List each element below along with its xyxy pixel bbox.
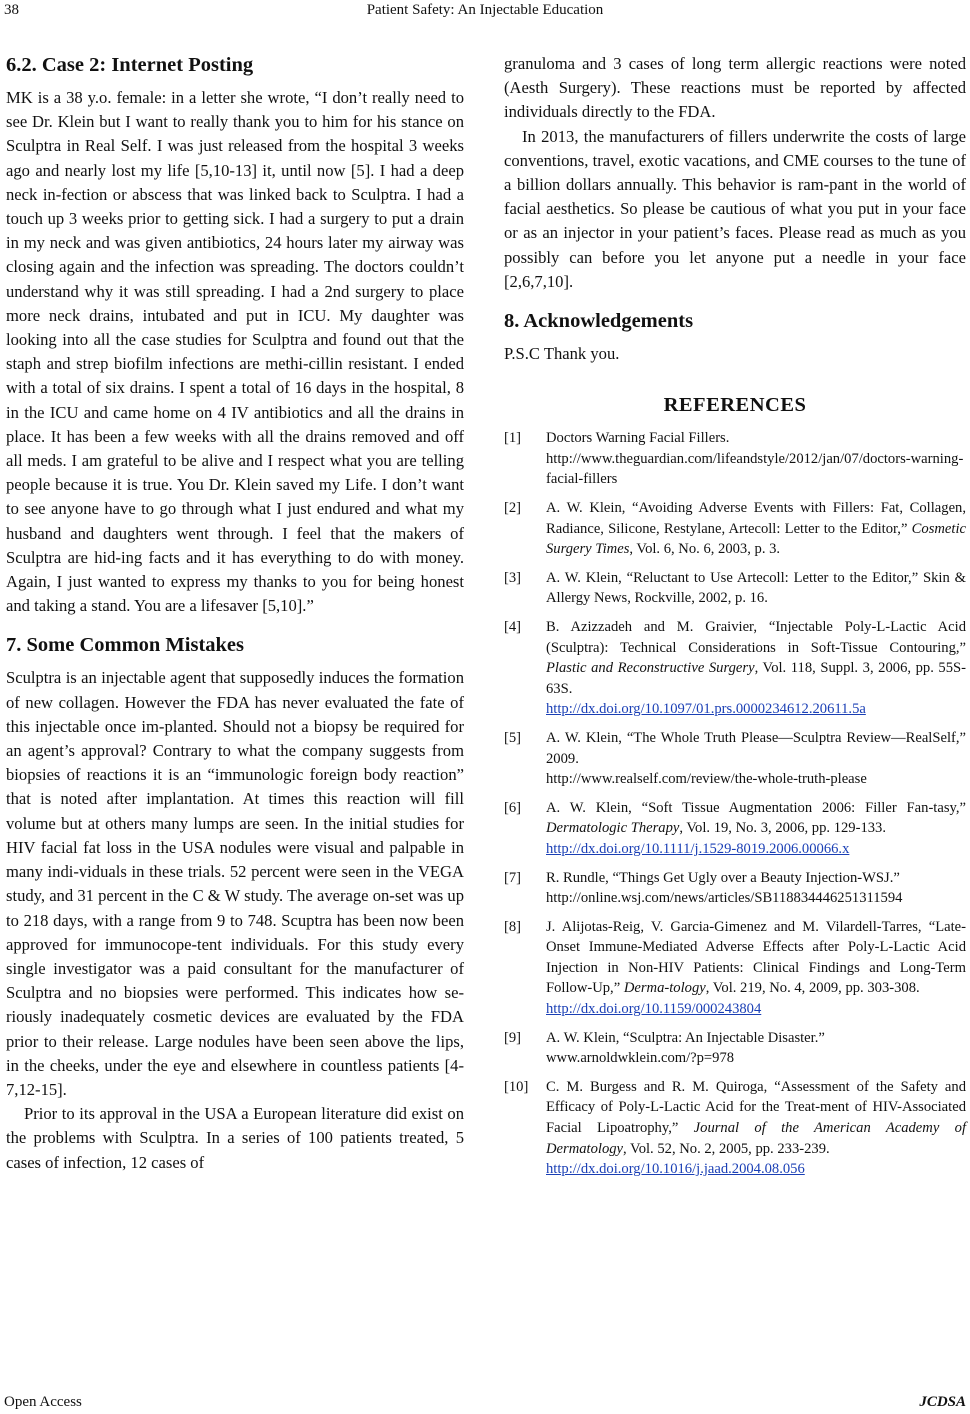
reference-url: www.arnoldwklein.com/?p=978	[546, 1050, 735, 1067]
reference-item	[504, 728, 966, 790]
reference-url: http://www.realself.com/review/the-whole-truth-please	[546, 771, 867, 788]
journal-abbreviation: JCDSA	[919, 1394, 966, 1410]
continuation-paragraph: granuloma and 3 cases of long term allergic reactions were noted (Aesth Surgery). These reactions must be reported by affected individuals directly to the FDA.	[504, 54, 966, 122]
right-column	[504, 52, 966, 1188]
reference-doi-link[interactable]: http://dx.doi.org/10.1159/000243804	[546, 1001, 762, 1018]
reference-number: [9]	[504, 1029, 522, 1046]
reference-text: B. Azizzadeh and M. Graivier, “Injectable Poly-L-Lactic Acid (Sculptra): Technical Considerations in Soft-Tissue Contouring,” Plastic and Reconstructive Surgery, Vol. 118, Suppl. 3, 2006, pp. 55S-63S. http://dx.doi.org/10.1097/01.prs.0000234612.20611.5a	[546, 618, 966, 718]
reference-number: [10]	[504, 1078, 529, 1095]
reference-item	[504, 1077, 966, 1180]
reference-item	[504, 868, 966, 909]
reference-item	[504, 568, 966, 609]
page-footer	[0, 1392, 970, 1414]
reference-text: Doctors Warning Facial Fillers. http://www.theguardian.com/lifeandstyle/2012/jan/07/doctors-warning-facial-fillers	[546, 428, 966, 490]
reference-doi-link[interactable]: http://dx.doi.org/10.1097/01.prs.0000234612.20611.5a	[546, 701, 866, 718]
reference-number: [7]	[504, 869, 522, 886]
reference-number: [4]	[504, 618, 522, 635]
running-title: Patient Safety: An Injectable Education	[366, 2, 604, 18]
reference-list	[504, 428, 966, 1180]
reference-item	[504, 498, 966, 560]
reference-text: A. W. Klein, “The Whole Truth Please—Sculptra Review—RealSelf,” 2009. http://www.realself.com/review/the-whole-truth-please	[546, 728, 966, 790]
reference-text: R. Rundle, “Things Get Ugly over a Beauty Injection-WSJ.” http://online.wsj.com/news/articles/SB118834446251311594	[546, 868, 966, 909]
reference-number: [8]	[504, 918, 522, 935]
page-number: 38	[4, 2, 19, 18]
reference-item	[504, 428, 966, 490]
reference-url: http://www.theguardian.com/lifeandstyle/2012/jan/07/doctors-warning-facial-fillers	[546, 450, 964, 488]
reference-number: [5]	[504, 729, 522, 746]
reference-item	[504, 617, 966, 720]
case-2-paragraph: MK is a 38 y.o. female: in a letter she wrote, “I don’t really need to see Dr. Klein but I want to really thank you to him for his stance on Sculptra in Real Self. I was just released from the hospital 3 weeks ago and nearly lost my life [5,10-13] it, until now [5]. I had a deep neck in-fection or abscess that was linked back to Sculptra. I had a touch up 3 weeks prior to getting sick. I had a surgery to put a drain in my neck and was given antibiotics, 24 hours later my airway was closing again and the infection was spreading. The doctors couldn’t understand why it was still spreading. I had a 2nd surgery to place more neck drains, intubated and put in ICU. My daughter was looking into all the case studies for Sculptra and found out that the staph and strep biofilm infections are methi-cillin resistant. I ended with a total of six drains. I spent a total of 16 days in the hospital, 8 in the ICU and came home on 4 IV antibiotics and all the drains in place. It has been a few weeks with all the drains removed and off all meds. I am grateful to be alive and I respect what you are telling people because it is true. You Dr. Klein saved my Life. I don’t want to see anyone have to go through what I just endured and what my husband and daughters went through. I feel that the makers of Sculptra are hid-ing facts and it has everything to do with money. Again, I just wanted to express my thanks to you for being honest and taking a stand. You are a lifesaver [5,10].”	[6, 88, 464, 616]
section-heading-8: 8. Acknowledgements	[504, 310, 694, 333]
reference-doi-link[interactable]: http://dx.doi.org/10.1111/j.1529-8019.2006.00066.x	[546, 840, 850, 857]
reference-number: [3]	[504, 569, 522, 586]
reference-url: http://online.wsj.com/news/articles/SB118834446251311594	[546, 890, 903, 907]
left-column	[6, 52, 464, 1175]
reference-number: [1]	[504, 430, 522, 447]
open-access-label: Open Access	[4, 1394, 82, 1410]
reference-text: A. W. Klein, “Reluctant to Use Artecoll: Letter to the Editor,” Skin & Allergy News, Rockville, 2002, p. 16.	[546, 569, 966, 607]
reference-item	[504, 1028, 966, 1069]
acknowledgements-text: P.S.C Thank you.	[504, 344, 620, 364]
mistakes-paragraph-2: Prior to its approval in the USA a European literature did exist on the problems with Sculptra. In a series of 100 patients treated, 5 cases of infection, 12 cases of	[6, 1104, 464, 1172]
reference-text: A. W. Klein, “Soft Tissue Augmentation 2006: Filler Fan-tasy,” Dermatologic Therapy, Vol. 19, No. 3, 2006, pp. 129-133. http://dx.doi.org/10.1111/j.1529-8019.2006.00066.x	[546, 799, 966, 857]
industry-paragraph: In 2013, the manufacturers of fillers underwrite the costs of large conventions, travel, exotic vacations, and CME courses to the tune of a billion dollars annually. This behavior is ram-pant in the world of facial aesthetics. So please be cautious of what you put in your face or as an injector in your patient’s faces. Please read as much as you possibly can before you let anyone put a needle in your face [2,6,7,10].	[504, 126, 966, 291]
reference-text: C. M. Burgess and R. M. Quiroga, “Assessment of the Safety and Efficacy of Poly-L-Lactic Acid for the Treat-ment of HIV-Associated Facial Lipoatrophy,” Journal of the American Academy of Dermatology, Vol. 52, No. 2, 2005, pp. 233-239. http://dx.doi.org/10.1016/j.jaad.2004.08.056	[546, 1078, 966, 1178]
reference-text: J. Alijotas-Reig, V. Garcia-Gimenez and M. Vilardell-Tarres, “Late-Onset Immune-Mediated Adverse Effects after Poly-L-Lactic Acid Injection in Non-HIV Patients: Clinical Findings and Long-Term Follow-Up,” Derma-tology, Vol. 219, No. 4, 2009, pp. 303-308. http://dx.doi.org/10.1159/000243804	[546, 918, 966, 1018]
references-heading: REFERENCES	[663, 394, 807, 417]
section-heading-7: 7. Some Common Mistakes	[6, 634, 245, 657]
mistakes-paragraph-1: Sculptra is an injectable agent that supposedly induces the formation of new collagen. However the FDA has never evaluated the fate of this injectable once im-planted. Should not a biopsy be required for an agent’s approval? Contrary to what the company suggests from biopsies of reactions it is an “immunologic foreign body reaction” that is noted after implantation. At times this reaction will fill volume but at others many lumps are seen. In the initial studies for HIV facial fat loss in the USA nodules were visual and palpable in many indi-viduals in these trials. 52 percent were seen in the VEGA study, and 31 percent in the C & W study. The average on-set was up to 218 days, with a range from 9 to 748. Scuptra has been now been approved for immunocope-tent individuals. For this study every single investigator was a paid consultant for the manufacturer of Sculptra and no biopsies were performed. This indicates how se-riously inadequately cosmetic devices are evaluated by the FDA prior to their release. Large nodules have been seen above the lips, in the cheeks, under the eye and elsewhere in countless patients [4-7,12-15].	[6, 668, 464, 1099]
reference-text: A. W. Klein, “Sculptra: An Injectable Disaster.” www.arnoldwklein.com/?p=978	[546, 1028, 966, 1069]
reference-item	[504, 798, 966, 860]
reference-number: [2]	[504, 500, 522, 517]
reference-text: A. W. Klein, “Avoiding Adverse Events with Fillers: Fat, Collagen, Radiance, Silicone, Restylane, Artecoll: Letter to the Editor,” Cosmetic Surgery Times, Vol. 6, No. 6, 2003, p. 3.	[546, 500, 966, 558]
page-header	[0, 0, 970, 22]
reference-item	[504, 917, 966, 1020]
section-heading-6-2: 6.2. Case 2: Internet Posting	[6, 54, 254, 76]
reference-number: [6]	[504, 799, 522, 816]
reference-doi-link[interactable]: http://dx.doi.org/10.1016/j.jaad.2004.08.056	[546, 1161, 805, 1178]
